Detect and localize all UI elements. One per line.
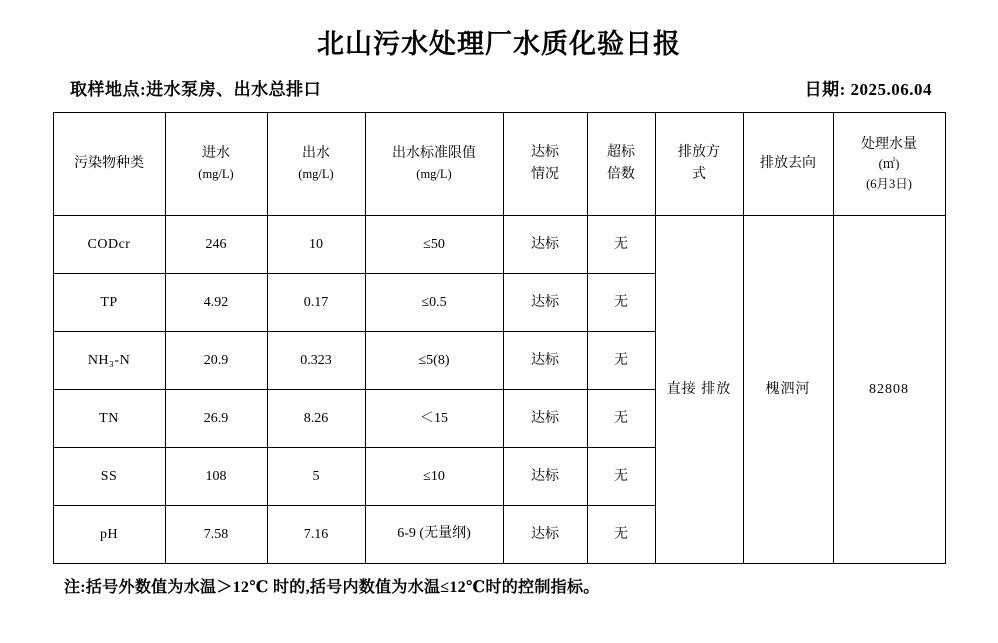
cell-standard: ≤10 (365, 448, 503, 506)
header-discharge-method-line1: 排放方 (678, 145, 720, 161)
cell-compliance: 达标 (503, 506, 587, 564)
cell-standard-line1: 6-9 (397, 526, 416, 542)
cell-compliance: 达标 (503, 274, 587, 332)
cell-exceed: 无 (587, 274, 655, 332)
cell-exceed: 无 (587, 216, 655, 274)
header-pollutant-label: 污染物种类 (74, 156, 144, 172)
report-page (0, 22, 998, 643)
header-volume (833, 113, 945, 216)
sampling-location: 取样地点:进水泵房、出水总排口 (70, 80, 322, 99)
cell-influent: 26.9 (165, 390, 267, 448)
header-standard-line2: (mg/L) (416, 167, 452, 182)
page-title: 北山污水处理厂水质化验日报 (317, 29, 681, 59)
header-effluent-line2: (mg/L) (298, 167, 334, 182)
footnote: 注:括号外数值为水温＞12℃ 时的,括号内数值为水温≤12℃时的控制指标。 (64, 579, 600, 596)
cell-pollutant: SS (53, 448, 165, 506)
header-discharge-method-line2: 式 (692, 167, 706, 182)
header-effluent-line1: 出水 (302, 146, 330, 162)
cell-exceed: 无 (587, 506, 655, 564)
report-date: 日期: 2025.06.04 (804, 80, 932, 99)
header-volume-line1: 处理水量 (861, 136, 917, 152)
cell-effluent: 0.323 (267, 332, 365, 390)
cell-standard: ＜15 (365, 390, 503, 448)
cell-standard: ≤50 (365, 216, 503, 274)
cell-compliance: 达标 (503, 216, 587, 274)
cell-compliance: 达标 (503, 390, 587, 448)
header-influent (165, 113, 267, 216)
cell-pollutant: TP (53, 274, 165, 332)
header-discharge-method (655, 113, 743, 216)
cell-pollutant: NH₃-N (53, 332, 165, 390)
cell-effluent: 0.17 (267, 274, 365, 332)
table-row (53, 216, 945, 274)
header-standard (365, 113, 503, 216)
cell-effluent: 10 (267, 216, 365, 274)
cell-pollutant: CODcr (53, 216, 165, 274)
header-discharge-destination (743, 113, 833, 216)
cell-influent: 4.92 (165, 274, 267, 332)
header-standard-line1: 出水标准限值 (392, 146, 476, 162)
cell-effluent: 7.16 (267, 506, 365, 564)
cell-standard: ≤5(8) (365, 332, 503, 390)
table-header (53, 113, 945, 216)
header-exceed-line2: 倍数 (607, 167, 635, 182)
cell-standard-line2: (无量纲) (419, 526, 471, 542)
cell-influent: 20.9 (165, 332, 267, 390)
cell-exceed: 无 (587, 390, 655, 448)
subheader (0, 75, 998, 100)
discharge-method-line2: 排放 (701, 382, 732, 397)
header-row (53, 113, 945, 216)
cell-discharge-method (655, 216, 743, 564)
cell-influent: 7.58 (165, 506, 267, 564)
header-exceed (587, 113, 655, 216)
header-compliance-line2: 情况 (531, 167, 559, 182)
header-effluent (267, 113, 365, 216)
header-influent-line1: 进水 (202, 146, 230, 162)
header-influent-line2: (mg/L) (198, 167, 234, 182)
header-compliance-line1: 达标 (531, 145, 559, 161)
table-body (53, 216, 945, 564)
cell-exceed: 无 (587, 448, 655, 506)
cell-pollutant: pH (53, 506, 165, 564)
cell-influent: 246 (165, 216, 267, 274)
cell-exceed: 无 (587, 332, 655, 390)
cell-effluent: 5 (267, 448, 365, 506)
header-compliance (503, 113, 587, 216)
header-volume-line3: (6月3日) (866, 176, 912, 191)
header-exceed-line1: 超标 (607, 145, 635, 161)
header-volume-line2: (㎡) (878, 157, 900, 172)
water-quality-table (53, 112, 946, 564)
cell-influent: 108 (165, 448, 267, 506)
cell-pollutant: TN (53, 390, 165, 448)
discharge-method-line1: 直接 (666, 382, 697, 397)
cell-effluent: 8.26 (267, 390, 365, 448)
cell-treatment-volume: 82808 (833, 216, 945, 564)
cell-discharge-destination: 槐泗河 (743, 216, 833, 564)
cell-compliance: 达标 (503, 448, 587, 506)
cell-compliance: 达标 (503, 332, 587, 390)
cell-standard: ≤0.5 (365, 274, 503, 332)
cell-standard (365, 506, 503, 564)
header-discharge-destination-label: 排放去向 (760, 156, 816, 172)
header-pollutant (53, 113, 165, 216)
